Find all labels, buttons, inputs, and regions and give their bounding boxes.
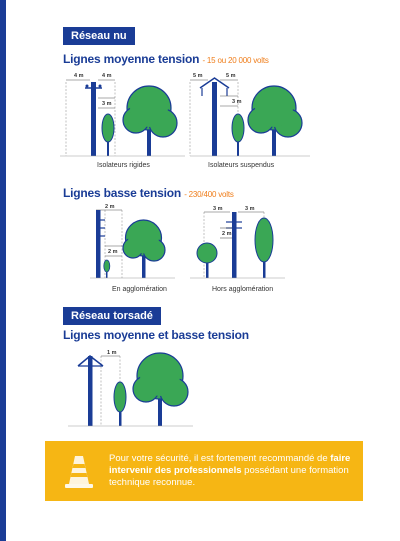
diagram-out-of-town <box>190 200 290 285</box>
suspended-pole <box>212 82 217 156</box>
small-tree <box>114 382 126 412</box>
safety-notice-box <box>45 441 363 501</box>
diagram-twisted-network <box>68 342 198 430</box>
out-dist-right: 3 m <box>245 206 255 212</box>
out-dist-left: 3 m <box>213 206 223 212</box>
suspended-dist-left: 5 m <box>193 73 203 79</box>
suspended-dist-right: 5 m <box>226 73 236 79</box>
low-voltage-title: Lignes basse tension <box>63 186 182 200</box>
safety-notice-text: Pour votre sécurité, il est fortement recommandé de faire intervenir des professionnels possédant une formation technique reconnue. <box>109 453 351 488</box>
rigid-dist-right: 4 m <box>102 73 112 79</box>
out-dist-vertical: 2 m <box>222 231 232 237</box>
left-border-bar <box>0 0 6 541</box>
caption-out-of-town: Hors agglomération <box>212 286 274 293</box>
diagram-in-town <box>90 200 180 285</box>
rigid-pole <box>91 82 96 156</box>
low-voltage-subtitle: - 230/400 volts <box>184 190 234 199</box>
round-tree <box>197 243 217 263</box>
heading-low-voltage <box>63 186 234 200</box>
section-badge-bare-network: Réseau nu <box>63 27 135 45</box>
traffic-cone-icon <box>59 452 99 490</box>
caption-suspended-insulators: Isolateurs suspendus <box>208 162 275 169</box>
diagram-rigid-insulators <box>60 68 190 163</box>
section-badge-twisted-network: Réseau torsadé <box>63 307 161 325</box>
medium-voltage-subtitle: - 15 ou 20 000 volts <box>202 56 269 65</box>
town-dist-horizontal: 2 m <box>105 204 115 210</box>
diagram-suspended-insulators <box>190 68 320 163</box>
tall-tree <box>255 218 273 262</box>
caption-rigid-insulators: Isolateurs rigides <box>97 162 150 169</box>
town-dist-vertical: 2 m <box>108 249 118 255</box>
medium-voltage-title: Lignes moyenne tension <box>63 52 200 66</box>
small-tree <box>104 260 110 272</box>
small-tree <box>102 114 114 142</box>
small-tree <box>232 114 244 142</box>
rigid-dist-vertical: 3 m <box>102 101 112 107</box>
twisted-dist-horizontal: 1 m <box>107 350 117 356</box>
heading-medium-voltage <box>63 52 269 66</box>
heading-twisted-lines: Lignes moyenne et basse tension <box>63 328 249 342</box>
suspended-dist-vertical: 3 m <box>232 99 242 105</box>
rigid-dist-left: 4 m <box>74 73 84 79</box>
caption-in-town: En agglomération <box>112 286 167 293</box>
